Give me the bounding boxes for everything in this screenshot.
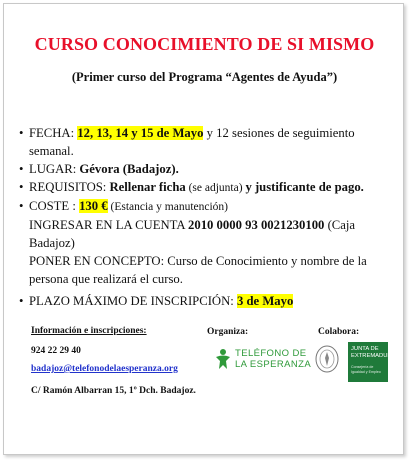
contact-info [31, 325, 196, 397]
course-details [19, 124, 393, 310]
requisitos-label: REQUISITOS: [29, 180, 110, 194]
organiza-logo-line2: LA ESPERANZA [235, 359, 312, 370]
junta-small: Consejería de Igualdad y Empleo [351, 365, 381, 374]
plazo-date: 3 de Mayo [236, 294, 294, 308]
page-subtitle: (Primer curso del Programa “Agentes de Ayuda”) [71, 70, 338, 84]
plazo-item [19, 292, 393, 310]
fecha-rest: y 12 sesiones de seguimiento semanal. [29, 126, 355, 158]
contact-heading: Información e inscripciones: [31, 326, 147, 336]
fecha-label: FECHA: [29, 126, 78, 140]
lugar-label: LUGAR: [29, 162, 80, 176]
contact-address: C/ Ramón Albarran 15, 1º Dch. Badajoz. [31, 386, 196, 396]
bullet-icon: • [19, 199, 24, 213]
requisitos-rest: y justificante de pago. [245, 180, 364, 194]
page-title: CURSO CONOCIMIENTO DE SI MISMO [34, 34, 375, 54]
requisitos-item [19, 178, 393, 197]
esperanza-figure-icon [214, 348, 232, 370]
bullet-icon: • [19, 180, 24, 194]
coste-label: COSTE : [29, 199, 80, 213]
cuenta-bank: (Caja Badajoz) [29, 218, 356, 250]
bullet-icon: • [19, 162, 24, 176]
coste-amount: 130 € [79, 199, 108, 213]
fecha-dates: 12, 13, 14 y 15 de Mayo [77, 126, 204, 140]
coste-item [19, 197, 393, 216]
bullet-icon: • [19, 126, 24, 140]
junta-line1: JUNTA DE [351, 346, 379, 352]
organiza-logo-line1: TELÉFONO DE [235, 348, 307, 359]
bullet-icon: • [19, 294, 24, 308]
seal-logo-icon [314, 344, 340, 379]
junta-line2: EXTREMADURA [351, 353, 396, 359]
junta-extremadura-logo [348, 342, 396, 382]
organiza-label: Organiza: [207, 327, 249, 337]
plazo-label: PLAZO MÁXIMO DE INSCRIPCIÓN: [29, 294, 237, 308]
lugar-value: Gévora (Badajoz). [79, 162, 179, 176]
requisitos-note: (se adjunta) [185, 182, 246, 194]
concepto-line: PONER EN CONCEPTO: Curso de Conocimiento y nombre de la persona que realizará el curso. [29, 254, 367, 286]
telefono-esperanza-logo [214, 348, 311, 370]
coste-note: (Estancia y manutención) [107, 201, 228, 213]
colabora-label: Colabora: [318, 327, 360, 337]
cuenta-number: 2010 0000 93 0021230100 [188, 218, 325, 232]
lugar-item [19, 160, 393, 178]
fecha-item [19, 124, 393, 160]
cuenta-label: INGRESAR EN LA CUENTA [29, 218, 188, 232]
cuenta-line [19, 216, 393, 252]
contact-phone: 924 22 29 40 [31, 346, 81, 356]
contact-email-link[interactable]: badajoz@telefonodelaesperanza.org [31, 364, 178, 374]
requisitos-value: Rellenar ficha [109, 180, 186, 194]
